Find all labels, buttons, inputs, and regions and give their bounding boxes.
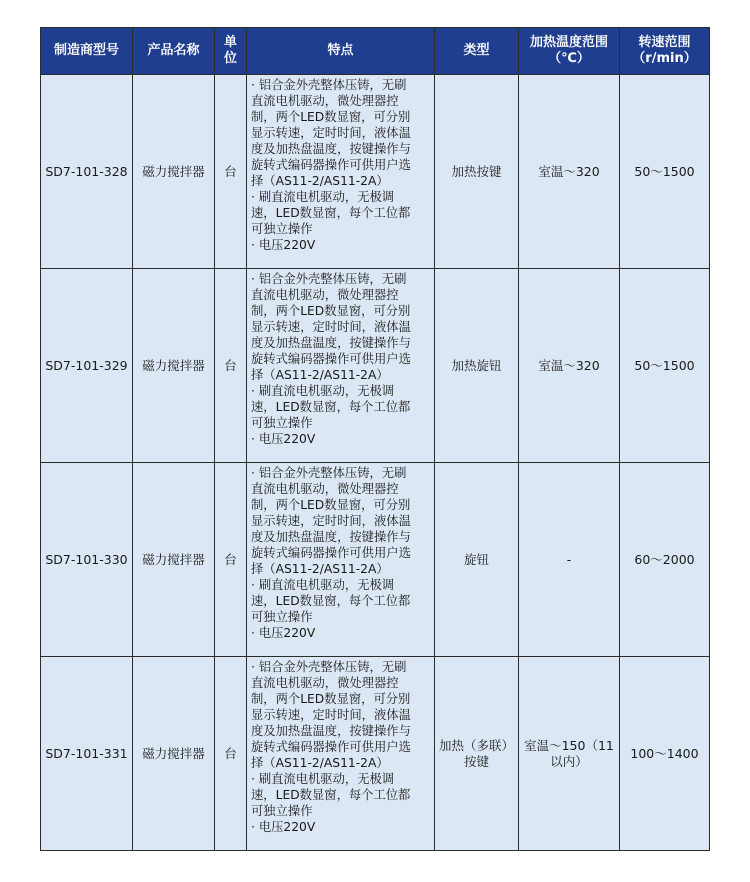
feature-line: 度及加热盘温度，按键操作与 <box>251 336 411 350</box>
cell-speed: 50～1500 <box>620 75 710 269</box>
feature-line: · 电压220V <box>251 820 316 834</box>
header-temp <box>519 28 620 75</box>
feature-line: · 铝合金外壳整体压铸，无刷 <box>251 466 407 480</box>
feature-line: 度及加热盘温度，按键操作与 <box>251 530 411 544</box>
feature-line: 速，LED数显窗，每个工位都 <box>251 206 411 220</box>
cell-features <box>247 657 435 851</box>
feature-line: 速，LED数显窗，每个工位都 <box>251 594 411 608</box>
header-model: 制造商型号 <box>41 28 133 75</box>
feature-line: · 刷直流电机驱动，无极调 <box>251 772 395 786</box>
feature-line: 显示转速，定时时间，液体温 <box>251 708 411 722</box>
feature-line: 度及加热盘温度，按键操作与 <box>251 142 411 156</box>
feature-line: · 电压220V <box>251 626 316 640</box>
feature-line: 显示转速，定时时间，液体温 <box>251 320 411 334</box>
feature-line: 制，两个LED数显窗，可分别 <box>251 110 411 124</box>
feature-line: 旋转式编码器操作可供用户选 <box>251 740 411 754</box>
cell-name: 磁力搅拌器 <box>133 269 215 463</box>
feature-line: · 电压220V <box>251 432 316 446</box>
feature-line: 制，两个LED数显窗，可分别 <box>251 498 411 512</box>
feature-line: · 铝合金外壳整体压铸，无刷 <box>251 660 407 674</box>
feature-line: 择（AS11-2/AS11-2A） <box>251 368 389 382</box>
cell-name: 磁力搅拌器 <box>133 463 215 657</box>
cell-model: SD7-101-329 <box>41 269 133 463</box>
header-features: 特点 <box>247 28 435 75</box>
feature-line: · 铝合金外壳整体压铸，无刷 <box>251 272 407 286</box>
cell-type: 加热（多联）按键 <box>435 657 519 851</box>
feature-line: 可独立操作 <box>251 804 313 818</box>
cell-name: 磁力搅拌器 <box>133 657 215 851</box>
feature-line: · 刷直流电机驱动，无极调 <box>251 384 395 398</box>
cell-type: 旋钮 <box>435 463 519 657</box>
feature-line: 择（AS11-2/AS11-2A） <box>251 174 389 188</box>
feature-line: 直流电机驱动，微处理器控 <box>251 94 399 108</box>
header-unit: 单位 <box>215 28 247 75</box>
table-row <box>41 75 710 269</box>
cell-speed: 100～1400 <box>620 657 710 851</box>
header-temp-label: 加热温度范围 <box>529 35 608 50</box>
header-row <box>41 28 710 75</box>
cell-model: SD7-101-328 <box>41 75 133 269</box>
header-type: 类型 <box>435 28 519 75</box>
feature-line: 制，两个LED数显窗，可分别 <box>251 304 411 318</box>
feature-line: 度及加热盘温度，按键操作与 <box>251 724 411 738</box>
cell-temp: 室温～320 <box>519 75 620 269</box>
feature-line: 显示转速，定时时间，液体温 <box>251 514 411 528</box>
table-row <box>41 657 710 851</box>
feature-line: · 铝合金外壳整体压铸，无刷 <box>251 78 407 92</box>
feature-line: 可独立操作 <box>251 222 313 236</box>
header-speed <box>620 28 710 75</box>
cell-features <box>247 269 435 463</box>
feature-line: · 刷直流电机驱动，无极调 <box>251 578 395 592</box>
feature-line: 显示转速，定时时间，液体温 <box>251 126 411 140</box>
feature-line: 择（AS11-2/AS11-2A） <box>251 756 389 770</box>
feature-line: 旋转式编码器操作可供用户选 <box>251 352 411 366</box>
cell-model: SD7-101-330 <box>41 463 133 657</box>
cell-name: 磁力搅拌器 <box>133 75 215 269</box>
cell-model: SD7-101-331 <box>41 657 133 851</box>
cell-temp: 室温～320 <box>519 269 620 463</box>
cell-features <box>247 75 435 269</box>
header-speed-label: 转速范围 <box>638 35 691 50</box>
cell-unit: 台 <box>215 657 247 851</box>
cell-features <box>247 463 435 657</box>
cell-speed: 60～2000 <box>620 463 710 657</box>
feature-line: 择（AS11-2/AS11-2A） <box>251 562 389 576</box>
cell-unit: 台 <box>215 269 247 463</box>
cell-type: 加热旋钮 <box>435 269 519 463</box>
feature-line: 速，LED数显窗，每个工位都 <box>251 788 411 802</box>
feature-line: 可独立操作 <box>251 610 313 624</box>
cell-speed: 50～1500 <box>620 269 710 463</box>
feature-line: 直流电机驱动，微处理器控 <box>251 288 399 302</box>
cell-temp: 室温～150（11以内） <box>519 657 620 851</box>
cell-unit: 台 <box>215 463 247 657</box>
feature-line: 直流电机驱动，微处理器控 <box>251 676 399 690</box>
product-table <box>40 27 710 851</box>
feature-line: 制，两个LED数显窗，可分别 <box>251 692 411 706</box>
header-speed-unit: （r/min） <box>632 51 697 66</box>
feature-line: 速，LED数显窗，每个工位都 <box>251 400 411 414</box>
feature-line: · 刷直流电机驱动，无极调 <box>251 190 395 204</box>
feature-line: 直流电机驱动，微处理器控 <box>251 482 399 496</box>
table-row <box>41 463 710 657</box>
header-temp-unit: （℃） <box>548 51 590 66</box>
feature-line: 可独立操作 <box>251 416 313 430</box>
cell-type: 加热按键 <box>435 75 519 269</box>
table-row <box>41 269 710 463</box>
header-name: 产品名称 <box>133 28 215 75</box>
feature-line: · 电压220V <box>251 238 316 252</box>
feature-line: 旋转式编码器操作可供用户选 <box>251 546 411 560</box>
feature-line: 旋转式编码器操作可供用户选 <box>251 158 411 172</box>
cell-temp: - <box>519 463 620 657</box>
cell-unit: 台 <box>215 75 247 269</box>
